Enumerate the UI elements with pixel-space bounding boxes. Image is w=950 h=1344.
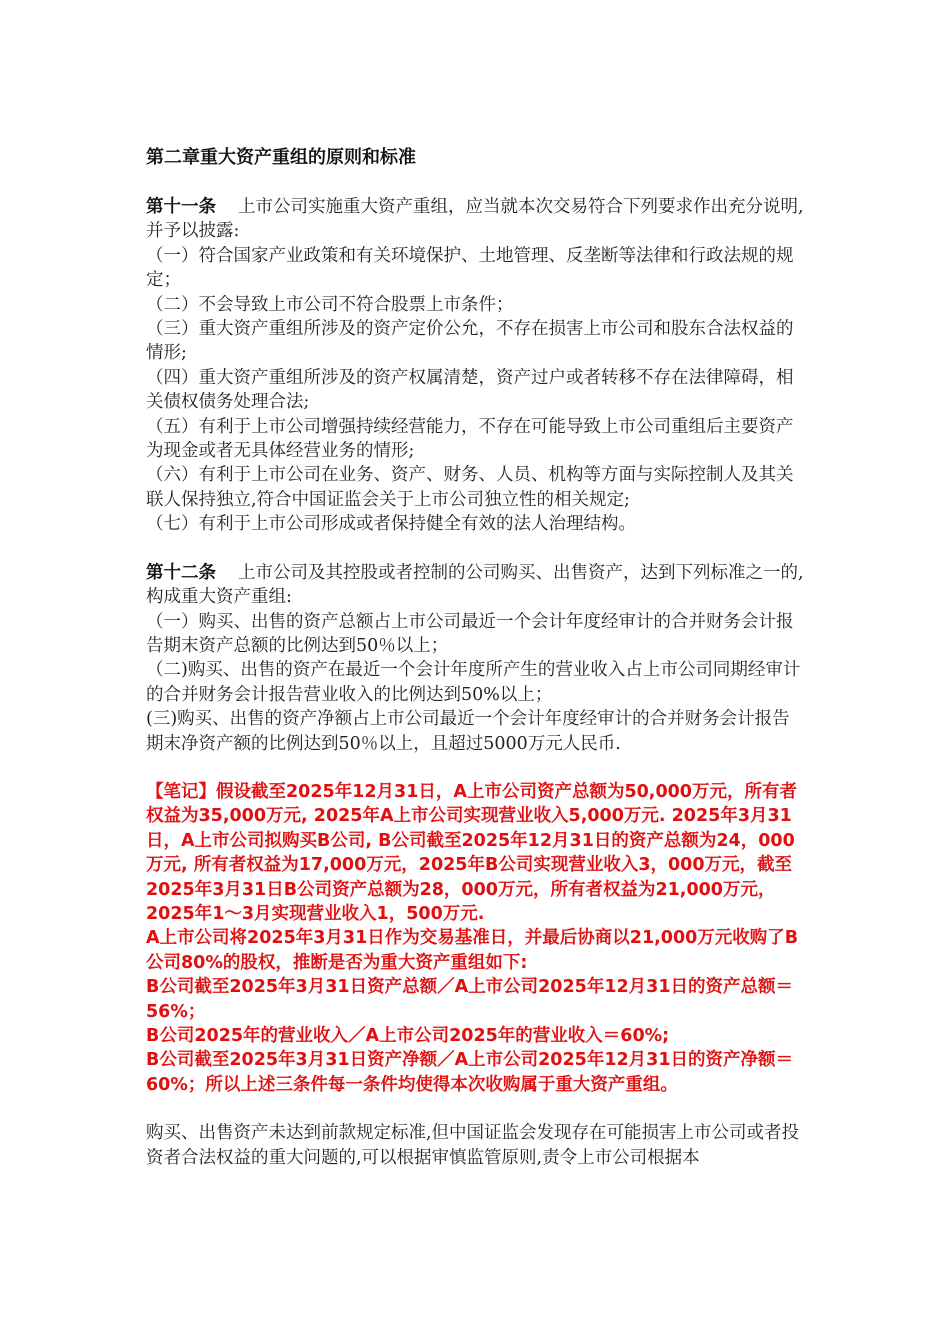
article-12-intro <box>146 561 806 610</box>
article-11-item: （六）有利于上市公司在业务、资产、财务、人员、机构等方面与实际控制人及其关联人保持独立,符合中国证监会关于上市公司独立性的相关规定; <box>146 465 794 510</box>
article-11-intro <box>146 195 806 244</box>
note-line: A上市公司将2025年3月31日作为交易基准日，并最后协商以21,000万元收购了B公司80%的股权，推断是否为重大资产重组如下: <box>146 928 799 973</box>
article-12-label: 第十二条 <box>146 562 216 583</box>
article-12-item: (三)购买、出售的资产净额占上市公司最近一个会计年度经审计的合并财务会计报告期末净资产额的比例达到50％以上，且超过5000万元人民币. <box>146 709 790 754</box>
study-note <box>146 780 806 1097</box>
note-line: B公司截至2025年3月31日资产净额／A上市公司2025年12月31日的资产净额＝60%；所以上述三条件每一条件均使得本次收购属于重大资产重组。 <box>146 1050 794 1095</box>
article-11-item: （五）有利于上市公司增强持续经营能力，不存在可能导致上市公司重组后主要资产为现金或者无具体经营业务的情形; <box>146 416 794 462</box>
article-11 <box>146 195 806 537</box>
article-11-item: （七）有利于上市公司形成或者保持健全有效的法人治理结构。 <box>146 514 636 535</box>
article-11-intro-text: 上市公司实施重大资产重组，应当就本次交易符合下列要求作出充分说明,并予以披露: <box>146 197 804 242</box>
article-12-item: （二)购买、出售的资产在最近一个会计年度所产生的营业收入占上市公司同期经审计的合并财务会计报告营业收入的比例达到50%以上； <box>146 660 801 705</box>
article-11-item: （四）重大资产重组所涉及的资产权属清楚，资产过户或者转移不存在法律障碍，相关债权债务处理合法; <box>146 367 794 413</box>
article-12-item: （一）购买、出售的资产总额占上市公司最近一个会计年度经审计的合并财务会计报告期末资产总额的比例达到50％以上； <box>146 611 794 656</box>
note-paragraph-1: 【笔记】假设截至2025年12月31日，A上市公司资产总额为50,000万元，所有者权益为35,000万元, 2025年A上市公司实现营业收入5,000万元. 2025年3月31日，A上市公司拟购买B公司, B公司截至2025年12月31日的资产总额为24，000万元, 所有者权益为17,000万元，2025年B公司实现营业收入3，000万元，截至2025年3月31日B公司资产总额为28，000万元，所有者权益为21,000万元，2025年1～3月实现营业收入1，500万元. <box>146 781 797 924</box>
closing-text: 购买、出售资产未达到前款规定标准,但中国证监会发现存在可能损害上市公司或者投资者合法权益的重大问题的,可以根据审慎监管原则,责令上市公司根据本 <box>146 1123 800 1168</box>
article-11-item: （二）不会导致上市公司不符合股票上市条件； <box>146 294 514 315</box>
chapter-title: 第二章重大资产重组的原则和标准 <box>146 147 416 168</box>
closing-paragraph <box>146 1121 806 1170</box>
article-11-item: （三）重大资产重组所涉及的资产定价公允，不存在损害上市公司和股东合法权益的情形; <box>146 319 794 364</box>
document-body <box>146 145 806 1170</box>
article-12-intro-text: 上市公司及其控股或者控制的公司购买、出售资产，达到下列标准之一的,构成重大资产重组: <box>146 562 804 608</box>
note-line: B公司截至2025年3月31日资产总额／A上市公司2025年12月31日的资产总额＝56%； <box>146 977 794 1022</box>
article-12 <box>146 561 806 756</box>
note-line: B公司2025年的营业收入／A上市公司2025年的营业收入＝60%; <box>146 1026 670 1046</box>
article-11-item: （一）符合国家产业政策和有关环境保护、土地管理、反垄断等法律和行政法规的规定； <box>146 245 794 291</box>
article-11-label: 第十一条 <box>146 197 216 217</box>
